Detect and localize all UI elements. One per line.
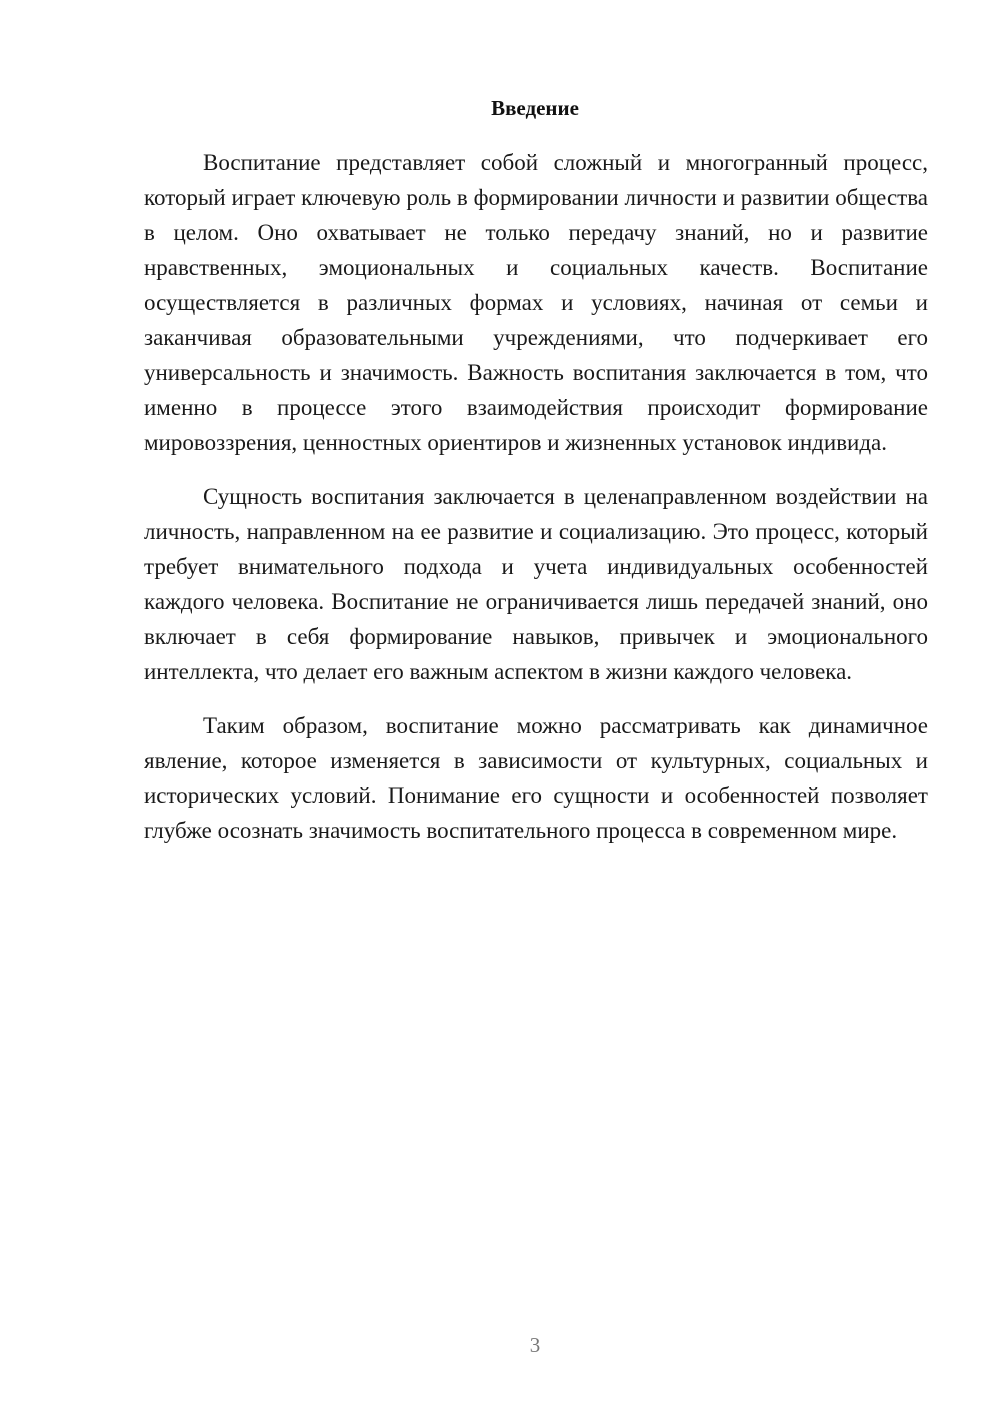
page-title: Введение [491, 96, 579, 120]
paragraph-1: Воспитание представляет собой сложный и многогранный процесс, который играет ключевую роль в формировании личности и развитии общества в целом. Оно охватывает не только передачу знаний, но и развитие нравственных, эмоциональных и социальных качеств. Воспитание осуществляется в различных формах и условиях, начиная от семьи и заканчивая образовательными учреждениями, что подчеркивает его универсальность и значимость. Важность воспитания заключается в том, что именно в процессе этого взаимодействия происходит формирование мировоззрения, ценностных ориентиров и жизненных установок индивида. [144, 150, 928, 455]
paragraph-2: Сущность воспитания заключается в целенаправленном воздействии на личность, направленном на ее развитие и социализацию. Это процесс, который требует внимательного подхода и учета индивидуальных особенностей каждого человека. Воспитание не ограничивается лишь передачей знаний, оно включает в себя формирование навыков, привычек и эмоционального интеллекта, что делает его важным аспектом в жизни каждого человека. [144, 484, 928, 684]
document-body [144, 145, 928, 867]
paragraph-3: Таким образом, воспитание можно рассматривать как динамичное явление, которое изменяется в зависимости от культурных, социальных и исторических условий. Понимание его сущности и особенностей позволяет глубже осознать значимость воспитательного процесса в современном мире. [144, 713, 928, 843]
page-number: 3 [529, 1333, 541, 1357]
